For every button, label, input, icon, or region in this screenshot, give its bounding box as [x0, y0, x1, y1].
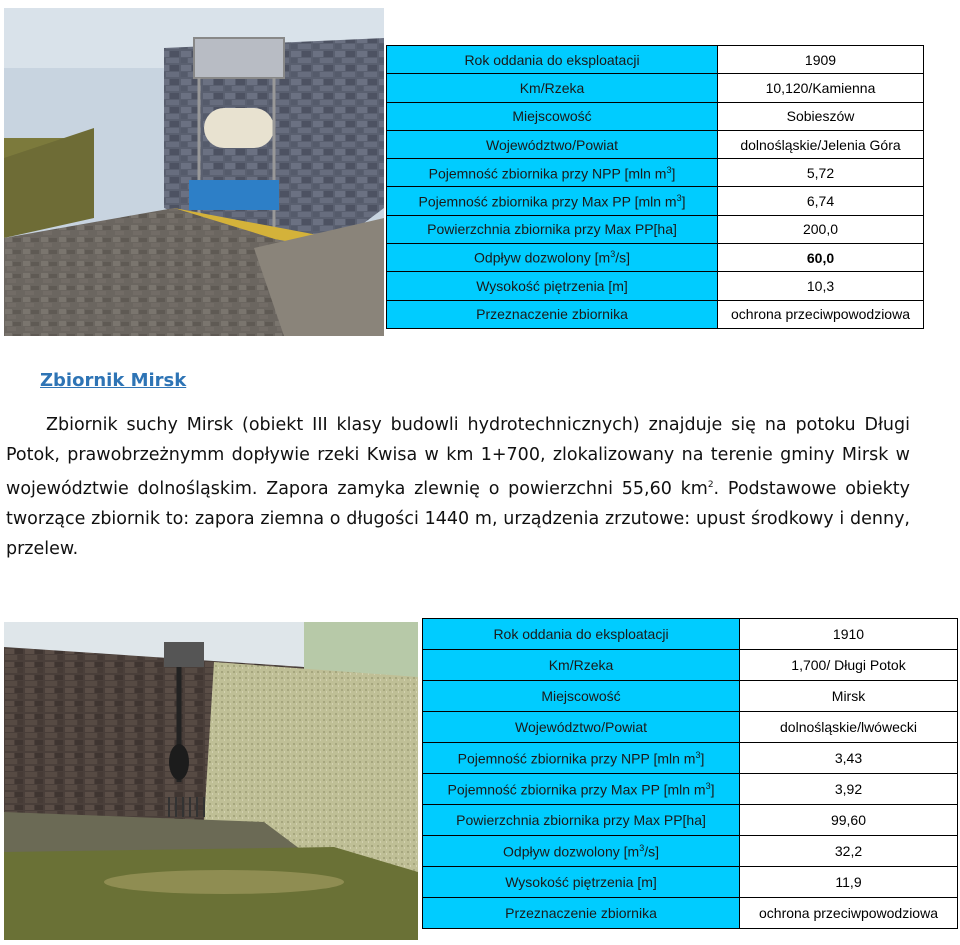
table-row [423, 619, 958, 650]
table-row [423, 681, 958, 712]
description-paragraph [6, 410, 910, 564]
table-row [423, 743, 958, 774]
superscript: 2 [707, 480, 714, 490]
row-value: 10,3 [718, 272, 924, 300]
row-value: 3,43 [740, 743, 958, 774]
row-label: Pojemność zbiornika przy NPP [mln $m^3$] [423, 743, 740, 774]
row-label: Województwo/Powiat [387, 130, 718, 158]
table-row [423, 805, 958, 836]
table-row [423, 898, 958, 929]
paragraph-text: . Podstawowe obiekty tworzące zbiornik to: zapora ziemna o długości 1440 m, urządzenia zrzutowe: upust środkowy i denny, przelew. [6, 478, 910, 559]
row-label: Przeznaczenie zbiornika [423, 898, 740, 929]
table-row [423, 774, 958, 805]
row-value: 6,74 [718, 187, 924, 215]
table-row [387, 130, 924, 158]
reservoir-info-table-mirsk [422, 618, 958, 929]
row-value: 11,9 [740, 867, 958, 898]
row-value: 1910 [740, 619, 958, 650]
row-label: Rok oddania do eksploatacji [423, 619, 740, 650]
row-label: Miejscowość [423, 681, 740, 712]
section-heading: Zbiornik Mirsk [40, 370, 187, 391]
row-label: Powierzchnia zbiornika przy Max PP[ha] [423, 805, 740, 836]
dam-photo-mirsk [4, 622, 418, 940]
row-label: Pojemność zbiornika przy Max PP [mln $m^3$] [387, 187, 718, 215]
row-label: Km/Rzeka [387, 74, 718, 102]
table-row [387, 300, 924, 328]
row-label: Pojemność zbiornika przy NPP [mln $m^3$] [387, 159, 718, 187]
paragraph-text: Zbiornik suchy Mirsk (obiekt III klasy budowli hydrotechnicznych) znajduje się na potoku Długi Potok, prawobrzeżnymm dopływie rzeki Kwisa w km 1+700, zlokalizowany na terenie gminy Mirsk w województwie dolnośląskim. Zapora zamyka zlewnię o powierzchni 55,60 km [6, 415, 910, 499]
table-row [387, 46, 924, 74]
table-row [387, 272, 924, 300]
row-label: Odpływ dozwolony $[m^3/s]$ [387, 244, 718, 272]
row-label: Pojemność zbiornika przy Max PP [mln $m^3$] [423, 774, 740, 805]
table-row [387, 215, 924, 243]
row-value: ochrona przeciwpowodziowa [740, 898, 958, 929]
table-row [423, 712, 958, 743]
row-value: ochrona przeciwpowodziowa [718, 300, 924, 328]
table-row [387, 74, 924, 102]
table-row [423, 867, 958, 898]
row-value: 32,2 [740, 836, 958, 867]
row-value: 60,0 [718, 244, 924, 272]
row-label: Przeznaczenie zbiornika [387, 300, 718, 328]
row-value: 99,60 [740, 805, 958, 836]
row-label: Miejscowość [387, 102, 718, 130]
table-row [423, 836, 958, 867]
row-label: Km/Rzeka [423, 650, 740, 681]
row-value: 5,72 [718, 159, 924, 187]
row-value: 10,120/Kamienna [718, 74, 924, 102]
row-value: 3,92 [740, 774, 958, 805]
table-row [387, 244, 924, 272]
table-row [387, 187, 924, 215]
row-label: Wysokość piętrzenia [m] [387, 272, 718, 300]
row-value: Sobieszów [718, 102, 924, 130]
row-label: Wysokość piętrzenia [m] [423, 867, 740, 898]
row-label: Województwo/Powiat [423, 712, 740, 743]
row-value: Mirsk [740, 681, 958, 712]
table-row [387, 102, 924, 130]
row-label: Powierzchnia zbiornika przy Max PP[ha] [387, 215, 718, 243]
row-label: Odpływ dozwolony $[m^3/s]$ [423, 836, 740, 867]
row-value: dolnośląskie/Jelenia Góra [718, 130, 924, 158]
table-row [387, 159, 924, 187]
row-label: Rok oddania do eksploatacji [387, 46, 718, 74]
dam-photo-sobieszow [4, 8, 384, 336]
row-value: 200,0 [718, 215, 924, 243]
table-row [423, 650, 958, 681]
reservoir-info-table-sobieszow [386, 45, 924, 329]
row-value: 1909 [718, 46, 924, 74]
row-value: 1,700/ Długi Potok [740, 650, 958, 681]
row-value: dolnośląskie/lwówecki [740, 712, 958, 743]
